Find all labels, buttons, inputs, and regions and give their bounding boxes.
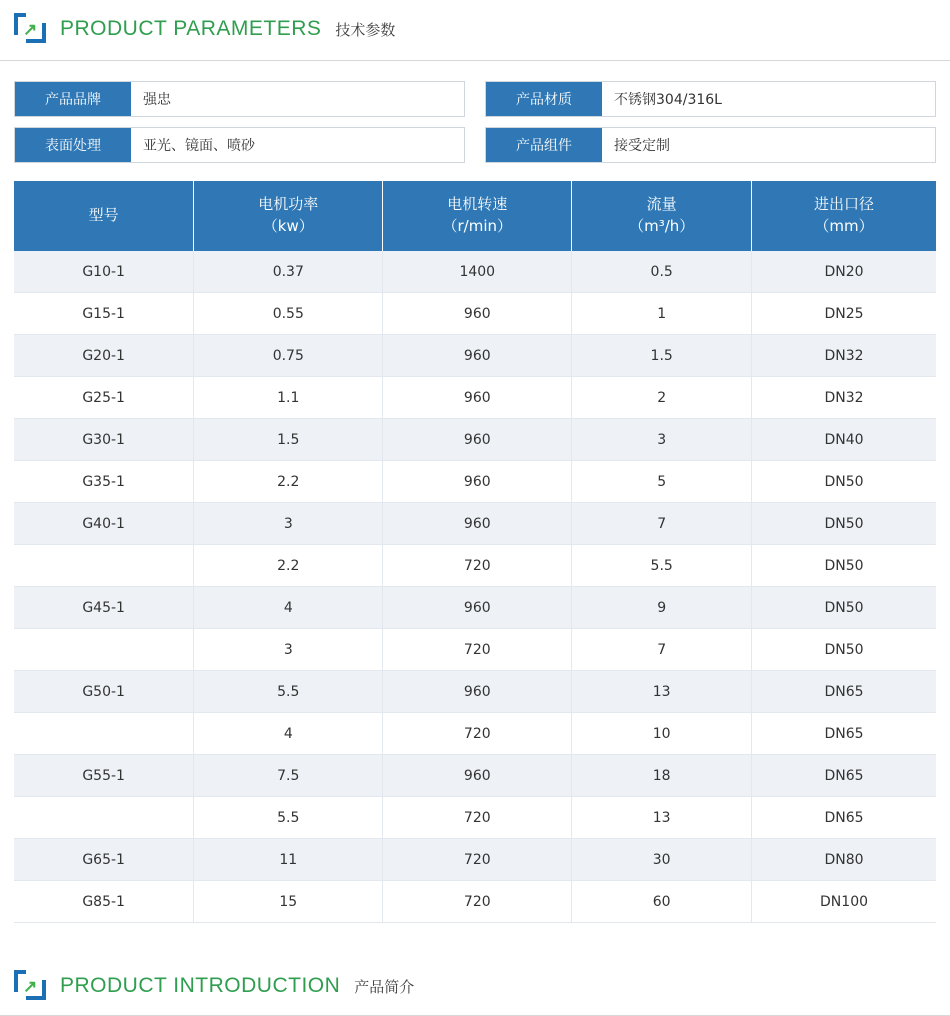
table-row: [14, 461, 936, 503]
cell-motor-speed: 960: [383, 461, 572, 503]
table-header-row: [14, 181, 936, 251]
footer-title-en: PRODUCT INTRODUCTION: [60, 974, 341, 997]
column-header-line1: 电机转速: [447, 195, 508, 214]
parameters-table-wrap: [0, 163, 950, 923]
cell-model: G55-1: [14, 755, 194, 797]
cell-motor-speed: 720: [383, 629, 572, 671]
cell-motor-speed: 1400: [383, 251, 572, 293]
cell-model: [14, 713, 194, 755]
table-row: [14, 377, 936, 419]
cell-motor-power: 7.5: [194, 755, 383, 797]
cell-model: G20-1: [14, 335, 194, 377]
cell-flow: 10: [572, 713, 752, 755]
cell-flow: 5.5: [572, 545, 752, 587]
footer-title-cn: 产品简介: [354, 977, 415, 996]
cell-flow: 18: [572, 755, 752, 797]
cell-port-diameter: DN50: [752, 587, 936, 629]
spec-label: 表面处理: [15, 128, 131, 162]
cell-port-diameter: DN65: [752, 671, 936, 713]
cell-port-diameter: DN25: [752, 293, 936, 335]
bracket-arrow-logo-icon: ↗: [14, 970, 48, 1002]
spec-item-surface-treatment: [14, 127, 465, 163]
column-header-motor-speed: [383, 181, 572, 251]
cell-motor-speed: 960: [383, 335, 572, 377]
column-header-flow: [572, 181, 752, 251]
cell-motor-speed: 720: [383, 545, 572, 587]
table-row: [14, 587, 936, 629]
cell-model: G15-1: [14, 293, 194, 335]
table-row: [14, 713, 936, 755]
cell-model: [14, 797, 194, 839]
table-row: [14, 545, 936, 587]
column-header-line2: （mm）: [814, 217, 874, 235]
cell-port-diameter: DN65: [752, 713, 936, 755]
table-body: [14, 251, 936, 923]
cell-motor-power: 0.37: [194, 251, 383, 293]
column-header-line2: （kw）: [262, 217, 314, 235]
spec-row: [14, 81, 936, 117]
cell-model: G65-1: [14, 839, 194, 881]
spec-item-brand: [14, 81, 465, 117]
cell-flow: 2: [572, 377, 752, 419]
cell-port-diameter: DN20: [752, 251, 936, 293]
cell-flow: 9: [572, 587, 752, 629]
cell-port-diameter: DN50: [752, 629, 936, 671]
spec-label: 产品组件: [486, 128, 602, 162]
page-title-cn: 技术参数: [335, 20, 396, 39]
spec-value: 接受定制: [602, 128, 935, 162]
cell-model: G35-1: [14, 461, 194, 503]
cell-port-diameter: DN80: [752, 839, 936, 881]
spec-label: 产品材质: [486, 82, 602, 116]
cell-port-diameter: DN50: [752, 545, 936, 587]
table-row: [14, 293, 936, 335]
cell-port-diameter: DN50: [752, 503, 936, 545]
section-header-introduction: [0, 957, 950, 1015]
table-head: [14, 181, 936, 251]
cell-port-diameter: DN50: [752, 461, 936, 503]
cell-motor-power: 1.1: [194, 377, 383, 419]
table-row: [14, 503, 936, 545]
cell-motor-power: 2.2: [194, 545, 383, 587]
cell-flow: 30: [572, 839, 752, 881]
column-header-port-diameter: [752, 181, 936, 251]
column-header-line1: 电机功率: [258, 195, 319, 214]
table-row: [14, 629, 936, 671]
page-title-en: PRODUCT PARAMETERS: [60, 17, 322, 40]
cell-flow: 13: [572, 671, 752, 713]
cell-motor-speed: 720: [383, 839, 572, 881]
cell-flow: 1: [572, 293, 752, 335]
cell-port-diameter: DN32: [752, 377, 936, 419]
cell-port-diameter: DN100: [752, 881, 936, 923]
cell-flow: 13: [572, 797, 752, 839]
cell-motor-speed: 720: [383, 797, 572, 839]
cell-motor-speed: 720: [383, 713, 572, 755]
cell-flow: 5: [572, 461, 752, 503]
cell-motor-power: 0.75: [194, 335, 383, 377]
table-row: [14, 839, 936, 881]
cell-motor-power: 3: [194, 503, 383, 545]
table-row: [14, 881, 936, 923]
cell-motor-power: 0.55: [194, 293, 383, 335]
cell-motor-speed: 960: [383, 755, 572, 797]
parameters-table: [14, 181, 936, 923]
cell-model: G30-1: [14, 419, 194, 461]
spec-item-material: [485, 81, 936, 117]
cell-port-diameter: DN65: [752, 755, 936, 797]
cell-flow: 0.5: [572, 251, 752, 293]
cell-motor-power: 11: [194, 839, 383, 881]
cell-model: G25-1: [14, 377, 194, 419]
spec-value: 亚光、镜面、喷砂: [131, 128, 464, 162]
column-header-line1: 流量: [646, 195, 677, 214]
cell-flow: 7: [572, 629, 752, 671]
cell-model: [14, 629, 194, 671]
table-row: [14, 335, 936, 377]
column-header-line2: （r/min）: [442, 217, 513, 235]
cell-model: G40-1: [14, 503, 194, 545]
cell-motor-speed: 960: [383, 587, 572, 629]
table-row: [14, 251, 936, 293]
cell-motor-speed: 720: [383, 881, 572, 923]
cell-motor-power: 3: [194, 629, 383, 671]
table-row: [14, 671, 936, 713]
cell-model: G45-1: [14, 587, 194, 629]
cell-flow: 7: [572, 503, 752, 545]
spec-list: [0, 61, 950, 163]
column-header-model: [14, 181, 194, 251]
cell-motor-power: 15: [194, 881, 383, 923]
cell-motor-speed: 960: [383, 671, 572, 713]
cell-motor-speed: 960: [383, 377, 572, 419]
cell-motor-power: 2.2: [194, 461, 383, 503]
cell-model: [14, 545, 194, 587]
cell-motor-speed: 960: [383, 419, 572, 461]
spec-item-components: [485, 127, 936, 163]
spec-row: [14, 127, 936, 163]
cell-motor-speed: 960: [383, 293, 572, 335]
cell-motor-power: 5.5: [194, 671, 383, 713]
cell-motor-power: 5.5: [194, 797, 383, 839]
cell-motor-speed: 960: [383, 503, 572, 545]
cell-flow: 60: [572, 881, 752, 923]
cell-model: G50-1: [14, 671, 194, 713]
bracket-arrow-logo-icon: ↗: [14, 13, 48, 45]
section-header-parameters: [0, 0, 950, 58]
table-row: [14, 755, 936, 797]
cell-port-diameter: DN32: [752, 335, 936, 377]
cell-model: G10-1: [14, 251, 194, 293]
spec-value: 不锈钢304/316L: [602, 82, 935, 116]
spec-value: 强忠: [131, 82, 464, 116]
column-header-line1: 进出口径: [814, 195, 875, 214]
table-row: [14, 419, 936, 461]
cell-motor-power: 4: [194, 713, 383, 755]
column-header-line1: 型号: [88, 206, 119, 225]
cell-motor-power: 4: [194, 587, 383, 629]
column-header-motor-power: [194, 181, 383, 251]
table-row: [14, 797, 936, 839]
cell-port-diameter: DN65: [752, 797, 936, 839]
cell-model: G85-1: [14, 881, 194, 923]
column-header-line2: （m³/h）: [629, 217, 695, 235]
spec-label: 产品品牌: [15, 82, 131, 116]
cell-flow: 3: [572, 419, 752, 461]
cell-port-diameter: DN40: [752, 419, 936, 461]
cell-motor-power: 1.5: [194, 419, 383, 461]
cell-flow: 1.5: [572, 335, 752, 377]
